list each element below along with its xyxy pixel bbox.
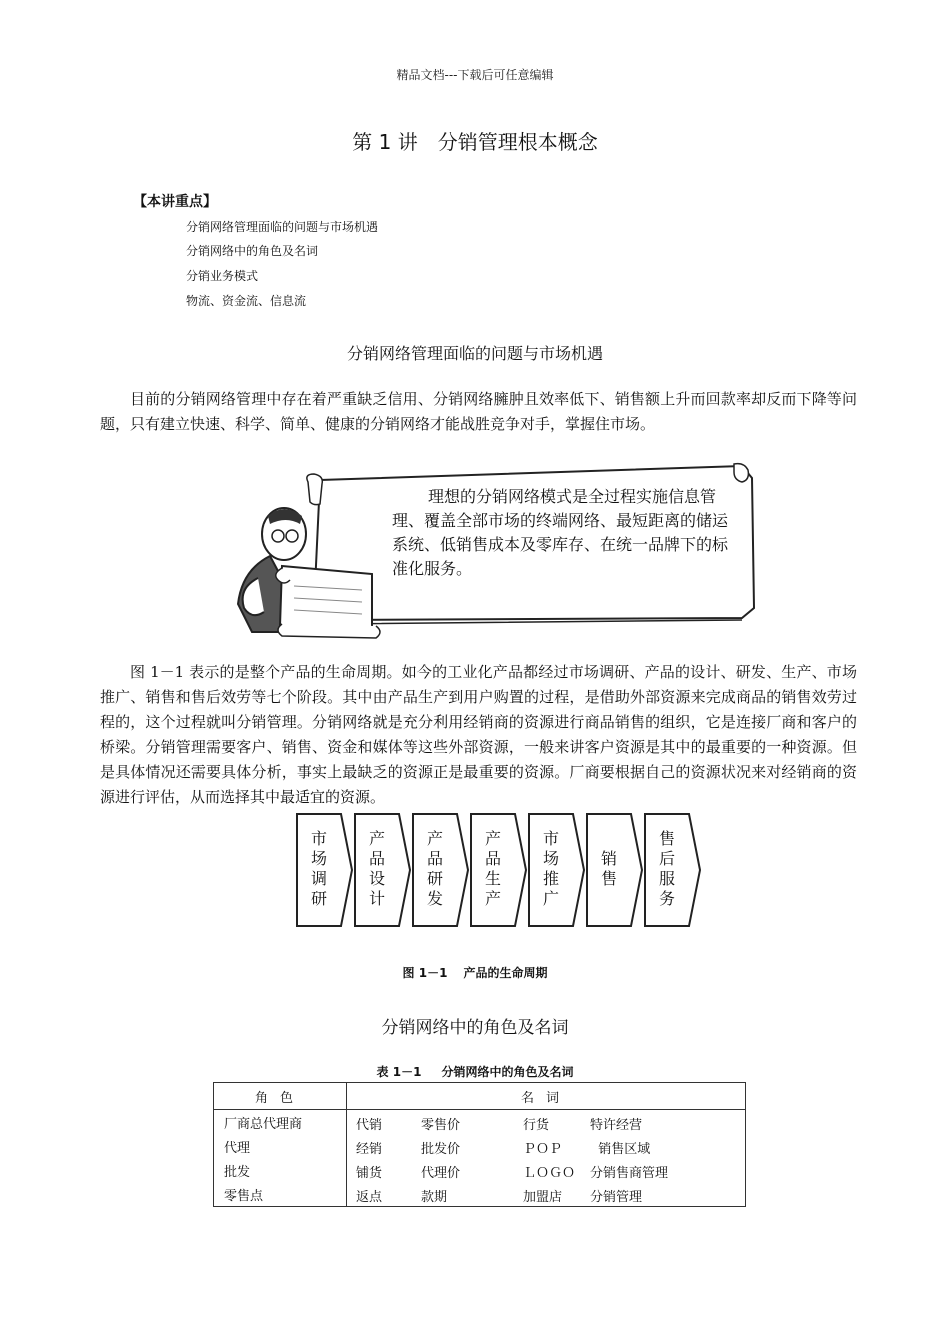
table-row — [214, 1110, 746, 1135]
key-point-item: 分销网络管理面临的问题与市场机遇 — [186, 220, 379, 234]
role-cell: 批发 — [214, 1158, 347, 1182]
term: 特许经营 — [590, 1118, 643, 1133]
flow-step-label: 产品生产 — [482, 830, 502, 910]
term: ＬＯＧＯ — [523, 1166, 576, 1181]
figure-caption — [0, 964, 950, 981]
term: 加盟店 — [523, 1190, 563, 1205]
flow-step-label: 市场调研 — [308, 830, 328, 910]
term: 行货 — [523, 1118, 550, 1133]
column-header-role: 角色 — [214, 1083, 347, 1110]
table-row — [214, 1182, 746, 1207]
flow-step-product-design — [355, 814, 397, 926]
term: 返点 — [356, 1190, 383, 1205]
flow-step-marketing — [529, 814, 571, 926]
table-header-row — [214, 1083, 746, 1110]
flow-step-label: 产品研发 — [424, 830, 444, 910]
flow-step-label: 市场推广 — [540, 830, 560, 910]
key-points-heading: 【本讲重点】 — [133, 194, 217, 210]
callout-text: 理想的分销网络模式是全过程实施信息管理、覆盖全部市场的终端网络、最短距离的储运系统、低销售成本及零库存、在统一品牌下的标准化服务。 — [392, 487, 729, 578]
terms-cell — [347, 1182, 746, 1207]
term: 分销售商管理 — [590, 1166, 669, 1181]
term: 分销管理 — [590, 1190, 643, 1205]
term: 款期 — [421, 1190, 448, 1205]
role-cell: 代理 — [214, 1134, 347, 1158]
term: 经销 — [356, 1142, 383, 1157]
intro-paragraph — [100, 387, 857, 437]
terms-cell — [347, 1134, 746, 1158]
role-cell: 厂商总代理商 — [214, 1110, 347, 1135]
paragraph-text: 目前的分销网络管理中存在着严重缺乏信用、分销网络臃肿且效率低下、销售额上升而回款率却反而下降等问题，只有建立快速、科学、简单、健康的分销网络才能战胜竞争对手，掌握住市场。 — [100, 390, 857, 433]
flow-step-production — [471, 814, 513, 926]
term: 批发价 — [421, 1142, 461, 1157]
roles-terms-table — [213, 1082, 746, 1207]
term: 销售区域 — [590, 1142, 651, 1157]
lifecycle-paragraph — [100, 660, 857, 810]
flow-step-market-research — [297, 814, 339, 926]
terms-cell — [347, 1158, 746, 1182]
flow-step-label: 售后服务 — [656, 830, 676, 910]
role-cell: 零售点 — [214, 1182, 347, 1207]
paragraph-text: 图 1－1 表示的是整个产品的生命周期。如今的工业化产品都经过市场调研、产品的设计、研发、生产、市场推广、销售和售后效劳等七个阶段。其中由产品生产到用户购置的过程，是借助外部资源来完成商品的销售效劳过程的，这个过程就叫分销管理。分销网络就是充分利用经销商的资源进行商品销售的组织，它是连接厂商和客户的桥梁。分销管理需要客户、销售、资金和媒体等这些外部资源，一般来讲客户资源是其中的最重要的一种资源。但是具体情况还需要具体分析，事实上最缺乏的资源正是最重要的资源。厂商要根据自己的资源状况来对经销商的资源进行评估，从而选择其中最适宜的资源。 — [100, 663, 857, 806]
lecture-title: 分销管理根本概念 — [437, 130, 598, 154]
key-point-item: 分销业务模式 — [186, 269, 259, 283]
flow-step-sales — [587, 814, 629, 926]
section-heading: 分销网络管理面临的问题与市场机遇 — [346, 344, 603, 363]
section-heading: 分销网络中的角色及名词 — [381, 1018, 569, 1038]
term: 零售价 — [421, 1118, 461, 1133]
table-number: 表 1－1 — [376, 1065, 422, 1079]
lecture-number: 第 1 讲 — [352, 130, 418, 154]
term: 铺货 — [356, 1166, 383, 1181]
figure-caption-text: 产品的生命周期 — [463, 966, 548, 980]
table-caption — [0, 1063, 950, 1080]
table-row — [214, 1134, 746, 1158]
figure-number: 图 1－1 — [402, 966, 448, 980]
callout-text-box — [392, 485, 737, 581]
table-caption-text: 分销网络中的角色及名词 — [441, 1065, 574, 1079]
page-header: 精品文档---下载后可任意编辑 — [396, 68, 554, 82]
term: 代理价 — [421, 1166, 461, 1181]
key-point-item: 分销网络中的角色及名词 — [186, 244, 319, 258]
terms-cell — [347, 1110, 746, 1135]
flow-step-label: 产品设计 — [366, 830, 386, 910]
key-point-item: 物流、资金流、信息流 — [186, 294, 307, 308]
page-title — [0, 126, 950, 155]
flow-step-label: 销售 — [598, 850, 618, 890]
flow-step-after-sales — [645, 814, 687, 926]
term: 代销 — [356, 1118, 383, 1133]
column-header-terms: 名词 — [347, 1083, 746, 1110]
table-row — [214, 1158, 746, 1182]
term: ＰＯＰ — [523, 1142, 563, 1157]
flow-step-product-rnd — [413, 814, 455, 926]
